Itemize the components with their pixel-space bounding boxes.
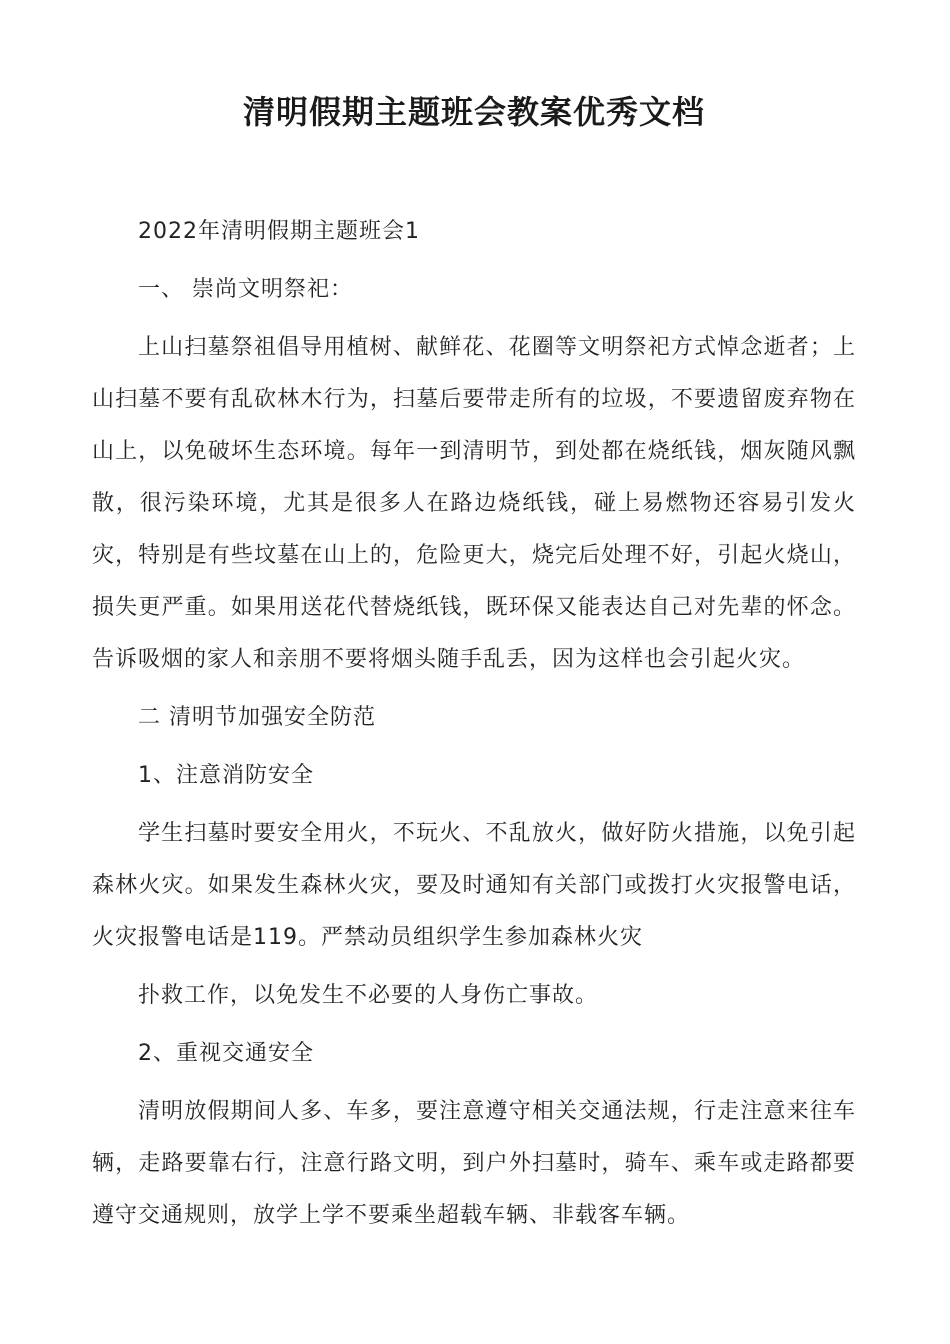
paragraph-fire-safety-heading: 1、注意消防安全 <box>138 763 314 788</box>
paragraph-class-meeting-heading: 2022年清明假期主题班会1 <box>138 219 420 244</box>
paragraph-traffic-safety-body: 清明放假期间人多、车多，要注意遵守相关交通法规，行走注意来往车辆，走路要靠右行，注意行路文明，到户外扫墓时，骑车、乘车或走路都要遵守交通规则，放学上学不要乘坐超载车辆、非载客车辆。 <box>92 1099 856 1228</box>
paragraph-section-2-heading: 二 清明节加强安全防范 <box>138 705 376 730</box>
document-title: 清明假期主题班会教案优秀文档 <box>242 93 705 131</box>
paragraph-traffic-safety-heading: 2、重视交通安全 <box>138 1041 314 1066</box>
paragraph-section-1-heading: 一、 崇尚文明祭祀： <box>138 277 353 302</box>
paragraph-fire-safety-continued: 扑救工作，以免发生不必要的人身伤亡事故。 <box>138 983 599 1008</box>
paragraph-civilized-sacrifice: 上山扫墓祭祖倡导用植树、献鲜花、花圈等文明祭祀方式悼念逝者；上山扫墓不要有乱砍林木行为，扫墓后要带走所有的垃圾，不要遗留废弃物在山上，以免破坏生态环境。每年一到清明节，到处都在烧纸钱，烟灰随风飘散，很污染环境，尤其是很多人在路边烧纸钱，碰上易燃物还容易引发火灾，特别是有些坟墓在山上的，危险更大，烧完后处理不好，引起火烧山，损失更严重。如果用送花代替烧纸钱，既环保又能表达自己对先辈的怀念。告诉吸烟的家人和亲朋不要将烟头随手乱丢，因为这样也会引起火灾。 <box>92 335 856 672</box>
paragraph-fire-safety-body: 学生扫墓时要安全用火，不玩火、不乱放火，做好防火措施，以免引起森林火灾。如果发生森林火灾，要及时通知有关部门或拨打火灾报警电话，火灾报警电话是119。严禁动员组织学生参加森林火灾 <box>92 821 856 950</box>
